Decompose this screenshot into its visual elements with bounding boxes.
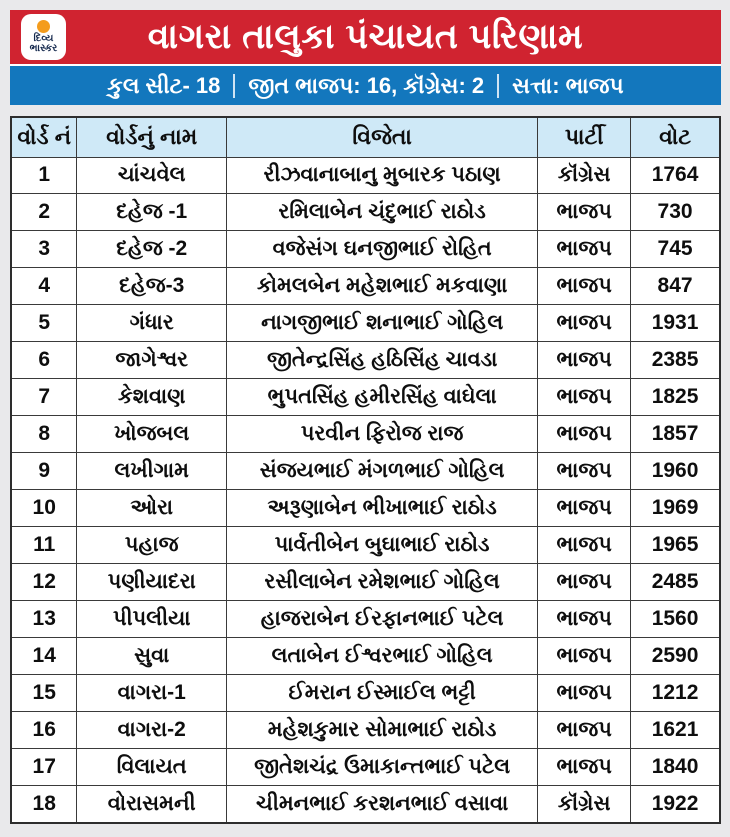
table-row bbox=[11, 231, 720, 268]
ward-name-cell: વાગરા-1 bbox=[77, 674, 227, 711]
logo-text bbox=[30, 34, 58, 55]
winner-cell: વજેસંગ ઘનજીભાઈ રોહિત bbox=[227, 231, 538, 268]
ward-name-cell: ચાંચવેલ bbox=[77, 157, 227, 194]
ward-no-cell: 16 bbox=[11, 711, 77, 748]
table-row bbox=[11, 748, 720, 785]
winner-cell: પરવીન ફિરોજ રાજ bbox=[227, 416, 538, 453]
party-cell: ભાજપ bbox=[538, 305, 631, 342]
table-row bbox=[11, 379, 720, 416]
ward-no-cell: 18 bbox=[11, 785, 77, 823]
winner-cell: લતાબેન ઈશ્વરભાઈ ગોહિલ bbox=[227, 637, 538, 674]
votes-cell: 1969 bbox=[631, 490, 720, 527]
wins-breakdown-label: જીત ભાજપ: 16, કૉંગ્રેસ: 2 bbox=[248, 72, 485, 98]
results-table bbox=[10, 116, 721, 824]
summary-bar bbox=[10, 66, 721, 105]
ward-no-cell: 13 bbox=[11, 600, 77, 637]
logo-line1: દિવ્ય bbox=[33, 32, 54, 44]
votes-cell: 1560 bbox=[631, 600, 720, 637]
winner-cell: મહેશકુમાર સોમાભાઈ રાઠોડ bbox=[227, 711, 538, 748]
votes-cell: 1857 bbox=[631, 416, 720, 453]
ruling-party-label: સત્તા: ભાજપ bbox=[512, 72, 624, 98]
ward-name-cell: ખોજબલ bbox=[77, 416, 227, 453]
table-row bbox=[11, 268, 720, 305]
winner-cell: જીતેન્દ્રસિંહ હઠિસિંહ ચાવડા bbox=[227, 342, 538, 379]
winner-cell: ભુપતસિંહ હમીરસિંહ વાઘેલા bbox=[227, 379, 538, 416]
winner-cell: અરૂણાબેન ભીખાભાઈ રાઠોડ bbox=[227, 490, 538, 527]
votes-cell: 730 bbox=[631, 194, 720, 231]
column-party: પાર્ટી bbox=[538, 117, 631, 157]
table-row bbox=[11, 342, 720, 379]
ward-no-cell: 15 bbox=[11, 674, 77, 711]
ward-no-cell: 8 bbox=[11, 416, 77, 453]
party-cell: ભાજપ bbox=[538, 748, 631, 785]
total-seats-label: કુલ સીટ- 18 bbox=[107, 72, 221, 98]
ward-no-cell: 6 bbox=[11, 342, 77, 379]
ward-no-cell: 1 bbox=[11, 157, 77, 194]
ward-no-cell: 11 bbox=[11, 527, 77, 564]
winner-cell: રસીલાબેન રમેશભાઈ ગોહિલ bbox=[227, 563, 538, 600]
table-row bbox=[11, 600, 720, 637]
page-title: વાગરા તાલુકા પંચાયત પરિણામ bbox=[147, 17, 584, 56]
ward-name-cell: દહેજ-3 bbox=[77, 268, 227, 305]
table-row bbox=[11, 674, 720, 711]
ward-no-cell: 7 bbox=[11, 379, 77, 416]
ward-name-cell: જાગેશ્વર bbox=[77, 342, 227, 379]
divya-bhaskar-logo bbox=[21, 14, 66, 60]
votes-cell: 2485 bbox=[631, 563, 720, 600]
winner-cell: ઈમરાન ઈસ્માઈલ ભટ્ટી bbox=[227, 674, 538, 711]
votes-cell: 2590 bbox=[631, 637, 720, 674]
ward-no-cell: 9 bbox=[11, 453, 77, 490]
party-cell: કૉંગ્રેસ bbox=[538, 157, 631, 194]
table-row bbox=[11, 527, 720, 564]
ward-no-cell: 12 bbox=[11, 563, 77, 600]
table-header-row bbox=[11, 117, 720, 157]
party-cell: ભાજપ bbox=[538, 637, 631, 674]
winner-cell: પાર્વતીબેન બુઘાભાઈ રાઠોડ bbox=[227, 527, 538, 564]
table-row bbox=[11, 416, 720, 453]
table-row bbox=[11, 785, 720, 823]
votes-cell: 1965 bbox=[631, 527, 720, 564]
ward-name-cell: પહાજ bbox=[77, 527, 227, 564]
winner-cell: ચીમનભાઈ કરશનભાઈ વસાવા bbox=[227, 785, 538, 823]
party-cell: ભાજપ bbox=[538, 379, 631, 416]
winner-cell: હાજરાબેન ઈરફાનભાઈ પટેલ bbox=[227, 600, 538, 637]
votes-cell: 1922 bbox=[631, 785, 720, 823]
table-row bbox=[11, 637, 720, 674]
ward-name-cell: દહેજ -2 bbox=[77, 231, 227, 268]
votes-cell: 1764 bbox=[631, 157, 720, 194]
ward-name-cell: કેશવાણ bbox=[77, 379, 227, 416]
ward-name-cell: વાગરા-2 bbox=[77, 711, 227, 748]
ward-name-cell: ગંધાર bbox=[77, 305, 227, 342]
logo-line2: ભાસ્કર bbox=[29, 43, 58, 54]
column-ward-no: વોર્ડ નં bbox=[11, 117, 77, 157]
party-cell: ભાજપ bbox=[538, 453, 631, 490]
party-cell: ભાજપ bbox=[538, 563, 631, 600]
ward-no-cell: 5 bbox=[11, 305, 77, 342]
column-ward-name: વોર્ડનું નામ bbox=[77, 117, 227, 157]
votes-cell: 1931 bbox=[631, 305, 720, 342]
table-row bbox=[11, 711, 720, 748]
party-cell: ભાજપ bbox=[538, 674, 631, 711]
party-cell: ભાજપ bbox=[538, 711, 631, 748]
votes-cell: 1825 bbox=[631, 379, 720, 416]
winner-cell: જીતેશચંદ્ર ઉમાકાન્તભાઈ પટેલ bbox=[227, 748, 538, 785]
column-votes: વોટ bbox=[631, 117, 720, 157]
ward-no-cell: 10 bbox=[11, 490, 77, 527]
ward-name-cell: પણીયાદરા bbox=[77, 563, 227, 600]
ward-name-cell: દહેજ -1 bbox=[77, 194, 227, 231]
table-row bbox=[11, 453, 720, 490]
ward-no-cell: 14 bbox=[11, 637, 77, 674]
ward-name-cell: લખીગામ bbox=[77, 453, 227, 490]
table-row bbox=[11, 563, 720, 600]
table-row bbox=[11, 194, 720, 231]
party-cell: ભાજપ bbox=[538, 600, 631, 637]
separator-bar bbox=[497, 74, 499, 98]
column-winner: વિજેતા bbox=[227, 117, 538, 157]
ward-name-cell: ઓરા bbox=[77, 490, 227, 527]
ward-name-cell: પીપલીયા bbox=[77, 600, 227, 637]
winner-cell: નાગજીભાઈ શનાભાઈ ગોહિલ bbox=[227, 305, 538, 342]
party-cell: ભાજપ bbox=[538, 268, 631, 305]
ward-no-cell: 17 bbox=[11, 748, 77, 785]
winner-cell: કોમલબેન મહેશભાઈ મકવાણા bbox=[227, 268, 538, 305]
votes-cell: 745 bbox=[631, 231, 720, 268]
party-cell: ભાજપ bbox=[538, 231, 631, 268]
header-banner bbox=[10, 10, 721, 64]
ward-name-cell: સુવા bbox=[77, 637, 227, 674]
party-cell: ભાજપ bbox=[538, 194, 631, 231]
table-row bbox=[11, 157, 720, 194]
votes-cell: 847 bbox=[631, 268, 720, 305]
winner-cell: રમિલાબેન ચંદુભાઈ રાઠોડ bbox=[227, 194, 538, 231]
votes-cell: 1621 bbox=[631, 711, 720, 748]
votes-cell: 1960 bbox=[631, 453, 720, 490]
ward-no-cell: 4 bbox=[11, 268, 77, 305]
table-row bbox=[11, 490, 720, 527]
winner-cell: સંજયભાઈ મંગળભાઈ ગોહિલ bbox=[227, 453, 538, 490]
table-header bbox=[11, 117, 720, 157]
party-cell: કૉંગ્રેસ bbox=[538, 785, 631, 823]
votes-cell: 1840 bbox=[631, 748, 720, 785]
party-cell: ભાજપ bbox=[538, 490, 631, 527]
party-cell: ભાજપ bbox=[538, 527, 631, 564]
party-cell: ભાજપ bbox=[538, 342, 631, 379]
table-row bbox=[11, 305, 720, 342]
ward-no-cell: 2 bbox=[11, 194, 77, 231]
ward-no-cell: 3 bbox=[11, 231, 77, 268]
ward-name-cell: વોરાસમની bbox=[77, 785, 227, 823]
votes-cell: 2385 bbox=[631, 342, 720, 379]
ward-name-cell: વિલાયત bbox=[77, 748, 227, 785]
party-cell: ભાજપ bbox=[538, 416, 631, 453]
winner-cell: રીઝવાનાબાનુ મુબારક પઠાણ bbox=[227, 157, 538, 194]
votes-cell: 1212 bbox=[631, 674, 720, 711]
results-table-body bbox=[11, 157, 720, 823]
sun-icon bbox=[37, 20, 50, 33]
separator-bar bbox=[233, 74, 235, 98]
